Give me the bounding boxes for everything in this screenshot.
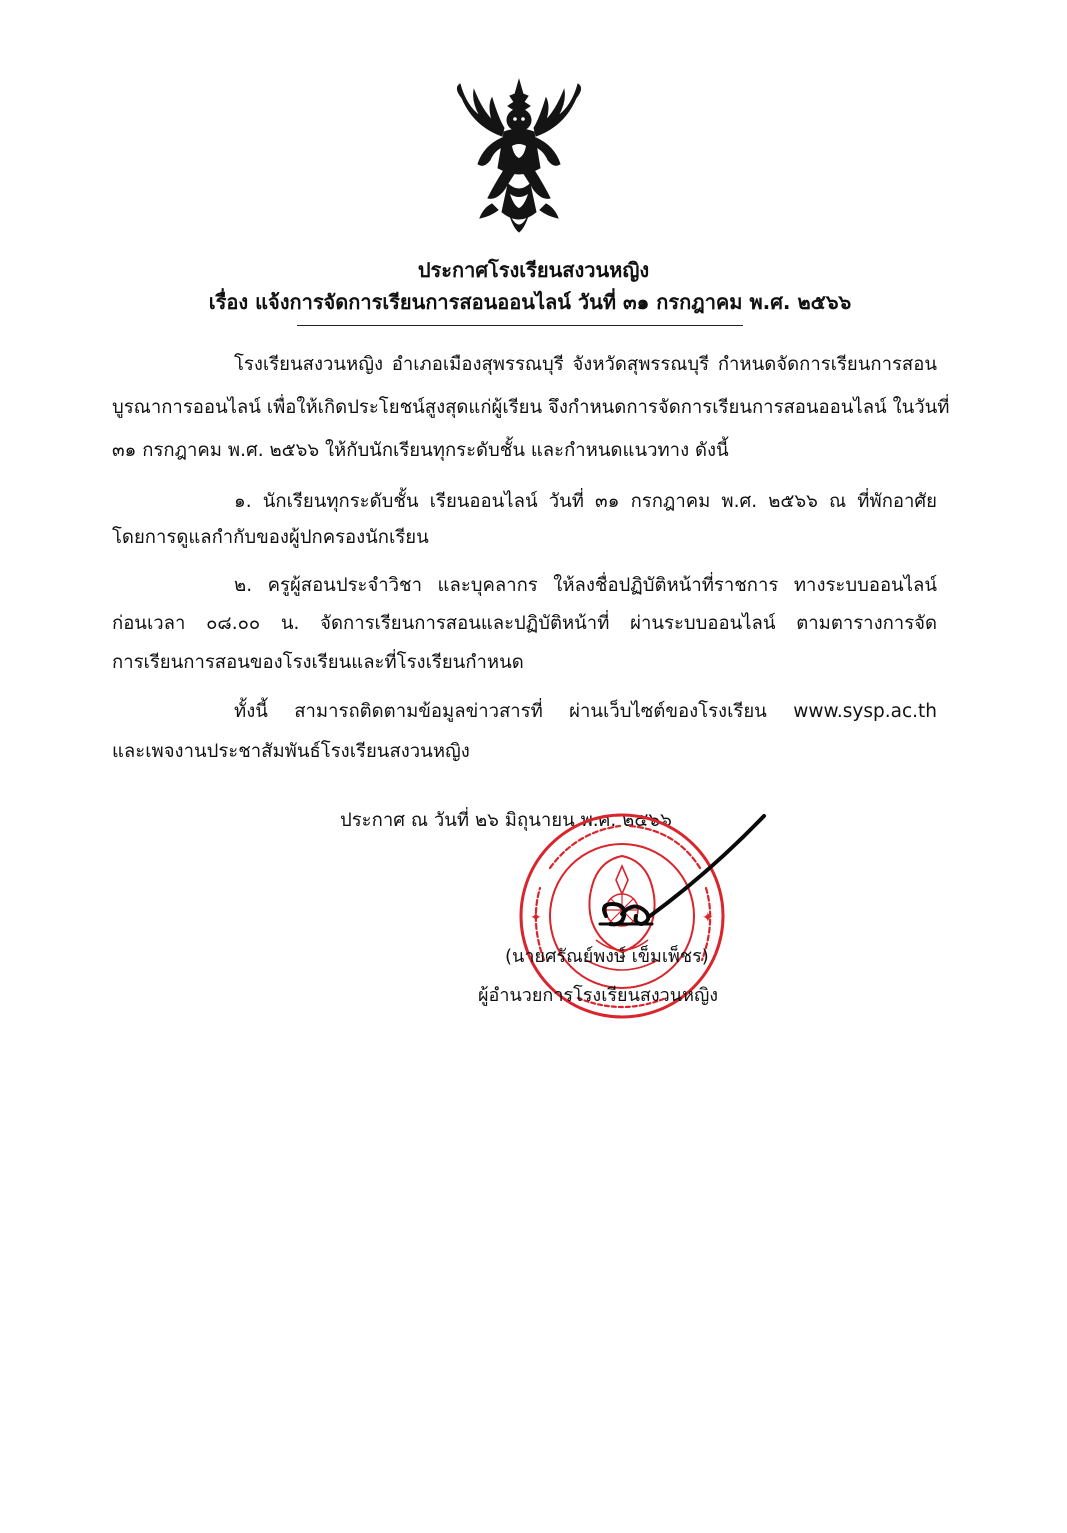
garuda-emblem-icon [444, 76, 594, 236]
intro-line-1: โรงเรียนสงวนหญิง อำเภอเมืองสุพรรณบุรี จังหวัดสุพรรณบุรี กำหนดจัดการเรียนการสอน [234, 354, 937, 375]
title-underline [297, 325, 743, 326]
signer-name: (นายศรัณย์พงษ์ เข็มเพ็ชร) [505, 946, 709, 967]
intro-line-2: บูรณาการออนไลน์ เพื่อให้เกิดประโยชน์สูงสุดแก่ผู้เรียน จึงกำหนดการจัดการเรียนการสอนออนไลน์ ในวันที่ [112, 397, 950, 418]
svg-text:✦: ✦ [530, 910, 542, 926]
item1-line-1: ๑. นักเรียนทุกระดับชั้น เรียนออนไลน์ วันที่ ๓๑ กรกฎาคม พ.ศ. ๒๕๖๖ ณ ที่พักอาศัย [234, 491, 937, 512]
item2-line-2: ก่อนเวลา ๐๘.๐๐ น. จัดการเรียนการสอนและปฏิบัติหน้าที่ ผ่านระบบออนไลน์ ตามตารางการจัด [112, 613, 937, 634]
closing-line-1: ทั้งนี้ สามารถติดตามข้อมูลข่าวสารที่ ผ่านเว็บไซต์ของโรงเรียน www.sysp.ac.th [234, 701, 937, 722]
svg-text:✦: ✦ [702, 910, 714, 926]
signer-position: ผู้อำนวยการโรงเรียนสงวนหญิง [478, 985, 719, 1006]
intro-line-3: ๓๑ กรกฎาคม พ.ศ. ๒๕๖๖ ให้กับนักเรียนทุกระดับชั้น และกำหนดแนวทาง ดังนี้ [112, 440, 729, 461]
announcement-subject: เรื่อง แจ้งการจัดการเรียนการสอนออนไลน์ วันที่ ๓๑ กรกฎาคม พ.ศ. ๒๕๖๖ [208, 290, 852, 314]
item2-line-3: การเรียนการสอนของโรงเรียนและที่โรงเรียนกำหนด [112, 652, 524, 673]
announcement-title: ประกาศโรงเรียนสงวนหญิง [417, 258, 650, 282]
item1-line-2: โดยการดูแลกำกับของผู้ปกครองนักเรียน [112, 527, 429, 548]
signature-icon [560, 812, 780, 932]
closing-line-2: และเพจงานประชาสัมพันธ์โรงเรียนสงวนหญิง [112, 741, 470, 762]
item2-line-1: ๒. ครูผู้สอนประจำวิชา และบุคลากร ให้ลงชื่อปฏิบัติหน้าที่ราชการ ทางระบบออนไลน์ [234, 575, 937, 596]
announcement-date: ประกาศ ณ วันที่ ๒๖ มิถุนายน พ.ศ. ๒๕๖๖ [340, 810, 672, 831]
